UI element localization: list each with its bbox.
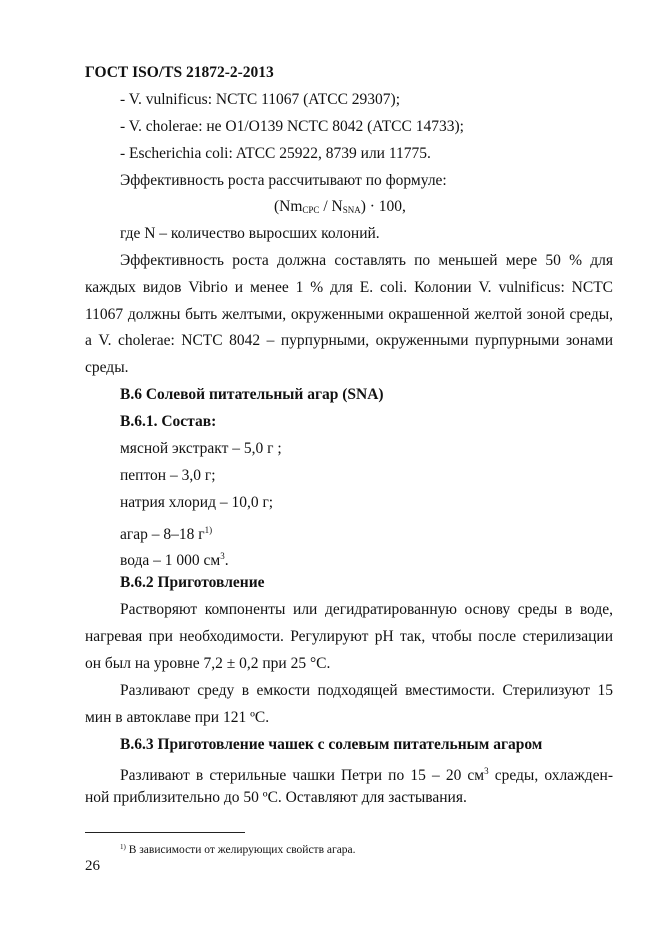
document-header: ГОСТ ISO/TS 21872-2-2013: [85, 64, 274, 81]
plates-para-line: ной приблизительно до 50 ºС. Оставляют для застывания.: [85, 789, 467, 806]
formula-sub-cpc: CPC: [302, 205, 320, 215]
unit-superscript: 3: [220, 551, 225, 561]
footnote-reference: 1): [204, 525, 213, 535]
plates-para-line: [120, 762, 613, 785]
efficiency-para-line: среды.: [85, 359, 129, 376]
composition-water-end: .: [224, 552, 229, 569]
formula-close: ) · 100,: [360, 198, 406, 215]
prep-para-line: он был на уровне 7,2 ± 0,2 при 25 °С.: [85, 655, 331, 672]
formula-mid: / N: [319, 198, 343, 215]
efficiency-para-line: 11067 должны быть желтыми, окруженными окрашенной желтой зоной среды,: [85, 306, 613, 323]
prep-para-line: Растворяют компоненты или дегидратированную основу среды в воде,: [120, 601, 613, 618]
composition-water-text: вода – 1 000 см: [120, 552, 221, 569]
composition-agar-text: агар – 8–18 г: [120, 526, 205, 543]
growth-efficiency-formula: [274, 198, 406, 216]
efficiency-para-line: каждых видов Vibrio и менее 1 % для E. coli. Колонии V. vulnificus: NCTC: [85, 279, 613, 296]
section-heading-b61: В.6.1. Состав:: [120, 413, 217, 430]
plates-para-text-b: среды, охлажден-: [488, 767, 613, 784]
formula-open: (Nm: [274, 198, 303, 215]
section-heading-b63: В.6.3 Приготовление чашек с солевым питательным агаром: [120, 736, 543, 753]
composition-peptone: пептон – 3,0 г;: [120, 467, 216, 484]
section-heading-b6: В.6 Солевой питательный агар (SNA): [120, 386, 384, 403]
composition-agar: [120, 521, 212, 544]
efficiency-para-line: а V. cholerae: NCTC 8042 – пурпурными, окруженными пурпурными зонами: [85, 332, 613, 349]
section-heading-b62: В.6.2 Приготовление: [120, 574, 265, 591]
where-text: где N – количество выросших колоний.: [120, 225, 380, 242]
footnote-text: В зависимости от желирующих свойств агара.: [125, 844, 356, 856]
strain-ecoli: - Escherichia coli: ATCC 25922, 8739 или 11775.: [120, 145, 431, 162]
composition-sodium-chloride: натрия хлорид – 10,0 г;: [120, 494, 274, 511]
footnote-mark: 1): [120, 843, 126, 851]
pour-para-line: Разливают среду в емкости подходящей вместимости. Стерилизуют 15: [120, 682, 613, 699]
strain-cholerae: - V. cholerae: не O1/O139 NCTC 8042 (ATCC 14733);: [120, 118, 464, 135]
prep-para-line: нагревая при необходимости. Регулируют pH так, чтобы после стерилизации: [85, 628, 613, 645]
page-number: 26: [85, 858, 100, 874]
composition-meat-extract: мясной экстракт – 5,0 г ;: [120, 440, 282, 457]
pour-para-line: мин в автоклаве при 121 ºС.: [85, 709, 270, 726]
footnote: [120, 843, 356, 856]
plates-para-text-a: Разливают в стерильные чашки Петри по 15 – 20 см: [120, 767, 485, 784]
footnote-separator: [85, 832, 245, 833]
unit-superscript: 3: [484, 766, 489, 776]
efficiency-intro: Эффективность роста рассчитывают по формуле:: [120, 172, 447, 189]
composition-water: [120, 547, 229, 570]
formula-sub-sna: SNA: [342, 205, 361, 215]
strain-vulnificus: - V. vulnificus: NCTC 11067 (ATCC 29307);: [120, 91, 401, 108]
efficiency-para-line: Эффективность роста должна составлять по меньшей мере 50 % для: [120, 252, 613, 269]
